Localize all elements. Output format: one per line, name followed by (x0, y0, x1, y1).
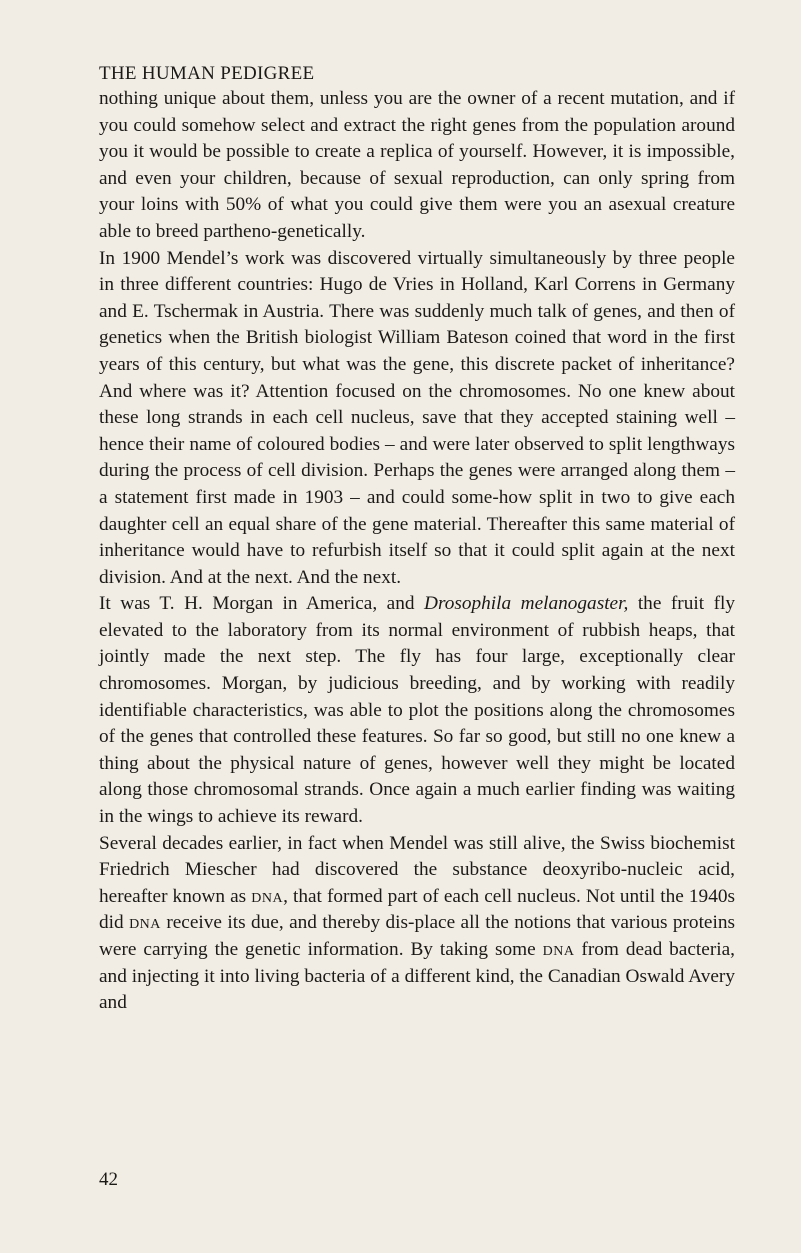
page-number: 42 (99, 1169, 118, 1190)
body-text (99, 86, 735, 1017)
paragraph-4 (99, 831, 735, 1017)
paragraph-4-text-b: , that formed part of each cell nucleus. Not until the 1940s did (99, 885, 735, 934)
paragraph-3-text-b: the fruit fly elevated to the laboratory from its normal environment of rubbish heaps, that jointly made the next step. The fly has four large, exceptionally clear chromosomes. Morgan, by judicious breeding, and by working with readily identifiable characteristics, was able to plot the positions along the chromosomes of the genes that controlled these features. So far so good, but still no one knew a thing about the physical nature of genes, however well they might be located along those chromosomal strands. Once again a much earlier finding was waiting in the wings to achieve its reward. (99, 593, 735, 828)
paragraph-4-text-d: from dead bacteria, and injecting it into living bacteria of a different kind, the Canadian Oswald Avery and (99, 939, 735, 1014)
paragraph-2-text: In 1900 Mendel’s work was discovered virtually simultaneously by three people in three different countries: Hugo de Vries in Holland, Karl Correns in Germany and E. Tschermak in Austria. There was suddenly much talk of genes, and then of genetics when the British biologist William Bateson coined that word in the first years of this century, but what was the gene, this discrete packet of inheritance? And where was it? Attention focused on the chromosomes. No one knew about these long strands in each cell nucleus, save that they accepted staining well – hence their name of coloured bodies – and were later observed to split lengthways during the process of cell division. Perhaps the genes were arranged along them – a statement first made in 1903 – and could some-how split in two to give each daughter cell an equal share of the gene material. Thereafter this same material of inheritance would have to refurbish itself so that it could split again at the next division. And at the next. And the next. (99, 247, 735, 588)
paragraph-3-text-a: It was T. H. Morgan in America, and (99, 593, 425, 615)
paragraph-4-text-c: receive its due, and thereby dis-place all the notions that various proteins were carrying the genetic information. By taking some (99, 912, 735, 960)
running-head: THE HUMAN PEDIGREE (99, 63, 315, 84)
dna-term: dna (129, 912, 161, 934)
species-name: Drosophila melanogaster, (424, 593, 629, 615)
paragraph-4-text-a: Several decades earlier, in fact when Mendel was still alive, the Swiss biochemist Friedrich Miescher had discovered the substance deoxyribo-nucleic acid, hereafter known as (99, 832, 735, 907)
paragraph-1 (99, 86, 735, 246)
dna-term: dna (542, 939, 575, 960)
paragraph-2 (99, 246, 735, 592)
dna-term: dna (251, 885, 284, 907)
paragraph-3 (99, 591, 735, 830)
paragraph-1-text: nothing unique about them, unless you are the owner of a recent mutation, and if you could somehow select and extract the right genes from the population around you it would be possible to create a replica of yourself. However, it is impossible, and even your children, because of sexual reproduction, can only spring from your loins with 50% of what you could give them were you an asexual creature able to breed partheno-genetically. (99, 88, 735, 242)
